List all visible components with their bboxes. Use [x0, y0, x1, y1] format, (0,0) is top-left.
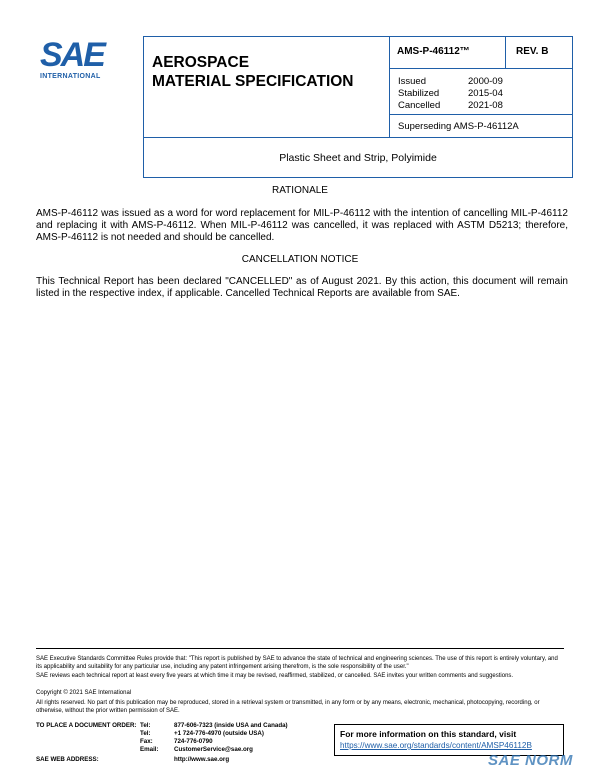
cancellation-heading: CANCELLATION NOTICE	[241, 254, 359, 265]
date-value: 2015-04	[468, 88, 503, 99]
revision: REV. B	[506, 37, 572, 69]
web-label: SAE WEB ADDRESS:	[36, 756, 99, 763]
date-row	[398, 76, 572, 88]
footer-review: SAE reviews each technical report at least every five years at which time it may be revised, reaffirmed, stabilized, or cancelled. SAE invites your written comments and suggestions.	[36, 673, 514, 679]
standard-url-link[interactable]: https://www.sae.org/standards/content/AMSP46112B	[340, 741, 532, 750]
contact-value: 877-606-7323 (inside USA and Canada)	[174, 722, 288, 729]
contact-row	[36, 746, 288, 754]
contact-row	[36, 722, 288, 730]
footer-divider	[36, 648, 564, 649]
sae-logo	[40, 38, 120, 88]
contact-label: Tel:	[140, 730, 151, 737]
contact-value: 724-776-0790	[174, 738, 213, 745]
cancellation-text: This Technical Report has been declared "CANCELLED" as of August 2021. By this action, this document will remain listed in the respective index, if applicable. Cancelled Technical Reports are available from SAE.	[36, 276, 568, 299]
document-number: AMS-P-46112™	[390, 37, 506, 69]
title-line-2: MATERIAL SPECIFICATION	[152, 73, 354, 90]
contact-label: Fax:	[140, 738, 153, 745]
document-subject: Plastic Sheet and Strip, Polyimide	[144, 137, 572, 177]
date-label: Stabilized	[398, 88, 440, 99]
contact-row	[36, 738, 288, 746]
contact-email[interactable]: CustomerService@sae.org	[174, 746, 253, 753]
web-link[interactable]: http://www.sae.org	[174, 756, 230, 763]
title-line-1: AEROSPACE	[152, 54, 250, 71]
rationale-heading: RATIONALE	[272, 185, 328, 196]
date-label: Issued	[398, 76, 426, 87]
more-info-title: For more information on this standard, visit	[340, 729, 517, 739]
web-address-row	[36, 756, 229, 763]
footer-copyright: Copyright © 2021 SAE International	[36, 690, 132, 696]
footer-rules: SAE Executive Standards Committee Rules provide that: "This report is published by SAE to advance the state of technical and engineering sciences. The use of this report is entirely voluntary, and its applicability and suitability for any particular use, including any patent infringement arising therefrom, is the sole responsibility of the user."	[36, 656, 558, 670]
document-header	[143, 36, 573, 178]
sae-logo-mark: SAE	[40, 36, 104, 74]
footer-rights: All rights reserved. No part of this publication may be reproduced, stored in a retrieval system or transmitted, in any form or by any means, electronic, mechanical, photocopying, recording, or otherwise, without the prior written permission of SAE.	[36, 700, 540, 714]
date-value: 2000-09	[468, 76, 503, 87]
contact-row	[36, 730, 288, 738]
watermark-text: SAE NORM	[488, 751, 573, 769]
contact-label: Tel:	[140, 722, 151, 729]
date-row	[398, 100, 572, 112]
order-contacts	[36, 722, 288, 754]
rationale-text: AMS-P-46112 was issued as a word for word replacement for MIL-P-46112 with the intention of cancelling MIL-P-46112 and replacing it with AMS-P-46112. When MIL-P-46112 was cancelled, it was replaced with ASTM D5213; therefore, AMS-P-46112 is not needed and should be cancelled.	[36, 208, 568, 243]
date-value: 2021-08	[468, 100, 503, 111]
contact-label: Email:	[140, 746, 159, 753]
sae-logo-subtitle: INTERNATIONAL	[40, 73, 101, 80]
superseding: Superseding AMS-P-46112A	[390, 114, 572, 137]
document-dates	[390, 69, 572, 114]
document-type	[144, 37, 390, 137]
watermark	[488, 744, 600, 776]
date-label: Cancelled	[398, 100, 441, 111]
contact-value: +1 724-776-4970 (outside USA)	[174, 730, 264, 737]
order-label: TO PLACE A DOCUMENT ORDER:	[36, 722, 137, 729]
date-row	[398, 88, 572, 100]
